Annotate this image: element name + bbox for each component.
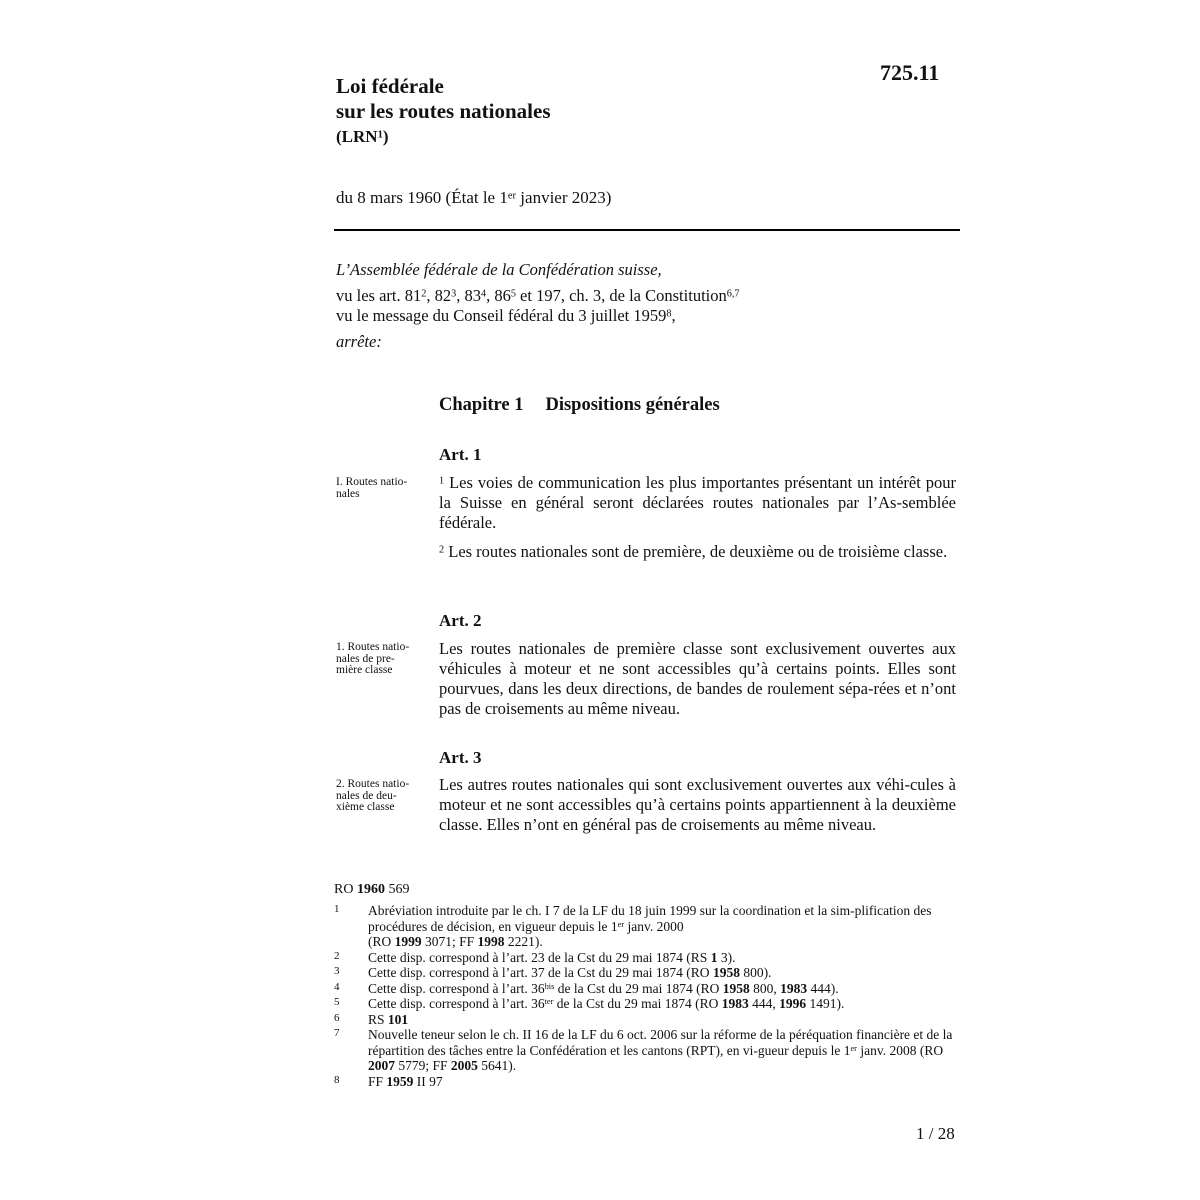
footnote-ref[interactable]: 8 [666,308,672,320]
footnote-5: 5 Cette disp. correspond à l’art. $36^{ter}$ de la Cst du 29 mai 1874 (RO 1983 444, 1996 1491). [334,996,845,1011]
preamble [336,260,956,352]
title-line-1: Loi fédérale [336,74,444,98]
footnote-ref[interactable]: 5 [510,288,516,300]
date-line: du 8 mars 1960 (État le 1er janvier 2023) [336,188,612,207]
page-number: 1 / 28 [916,1124,955,1143]
chapter-heading: Chapitre 1 Dispositions générales [439,395,720,415]
footnote-2: 2 Cette disp. correspond à l’art. 23 de la Cst du 29 mai 1874 (RS 1 3). [334,949,736,965]
article-1-title: Art. 1 [439,445,482,464]
sr-number: 725.11 [880,60,940,85]
preamble-vu-constitution: vu les art. $81^2$, $82^3$, $83^4$, $86^5$ et 197, ch. 3, de la Constitution$^{6,7}$ [336,286,740,305]
footnote-1: 1 Abréviation introduite par le ch. I 7 de la LF du 18 juin 1999 sur la coordination et la sim-plification des procédures de décision, en vigueur depuis le 1er janv. 2000 (RO 1999 3071; FF 1998 2221). [334,903,932,949]
article-3-body: Les autres routes nationales qui sont exclusivement ouvertes aux véhi-cules à moteur et ne sont accessibles qu’à certains points appartiennent à la deuxième classe. Elles n’ont en général pas de croisements au même niveau. [439,775,956,834]
footnote-3: 3 Cette disp. correspond à l’art. 37 de la Cst du 29 mai 1874 (RO 1958 800). [334,965,772,980]
article-2-body: Les routes nationales de première classe sont exclusivement ouvertes aux véhicules à moteur et ne sont accessibles qu’à certains points. Elles sont pourvues, dans les deux directions, de bandes de roulement sépa-rées et n’ont pas de croisements au même niveau. [439,639,956,718]
footnote-ref[interactable]: 2 [421,288,427,300]
divider [334,229,960,231]
footnote-ref[interactable]: 4 [480,288,487,300]
article-3-margin-note: 2. Routes natio- nales de deu- xième classe [336,778,410,813]
footnote-7: 7 Nouvelle teneur selon le ch. II 16 de la LF du 6 oct. 2006 sur la réforme de la péréquation financière et de la répartition des tâches entre la Confédération et les cantons (RPT), en vi-gueur depuis le 1er janv. 2008 (RO 2007 5779; FF 2005 5641). [334,1027,953,1073]
ro-reference: RO 1960 569 [334,882,410,897]
footnotes [334,903,956,1089]
preamble-arrete: arrête: [336,332,382,351]
article-2-title: Art. 2 [439,611,482,630]
preamble-vu-message: vu le message du Conseil fédéral du 3 juillet 1959$^8$, [336,306,676,325]
footnote-6: 6 RS 101 [334,1011,409,1027]
article-1-paragraph-1: $^1$ Les voies de communication les plus importantes présentant un intérêt pour la Suisse en général seront déclarées routes nationales par l’As-semblée fédérale. [439,473,956,532]
article-3-title: Art. 3 [439,748,482,767]
article-1-body [439,473,956,562]
footnote-ref[interactable]: 6 [726,288,732,300]
article-1-paragraph-2: $^2$ Les routes nationales sont de première, de deuxième ou de troisième classe. [439,542,948,561]
footnote-8: 8 FF 1959 II 97 [334,1073,443,1089]
law-abbreviation: (LRN$^1$) [336,127,389,146]
article-1-margin-note: I. Routes natio- nales [336,476,408,500]
article-2-margin-note: 1. Routes natio- nales de pre- mière classe [336,641,410,676]
footnote-ref[interactable]: 7 [734,288,740,300]
footnote-ref[interactable]: 3 [451,288,457,300]
preamble-assembly: L’Assemblée fédérale de la Confédération suisse, [336,260,662,279]
footnote-ref[interactable]: 1 [377,129,383,141]
footnote-4: 4 Cette disp. correspond à l’art. $36^{bis}$ de la Cst du 29 mai 1874 (RO 1958 800, 1983 444). [334,980,839,996]
title-line-2: sur les routes nationales [336,99,551,123]
law-title [336,74,551,149]
